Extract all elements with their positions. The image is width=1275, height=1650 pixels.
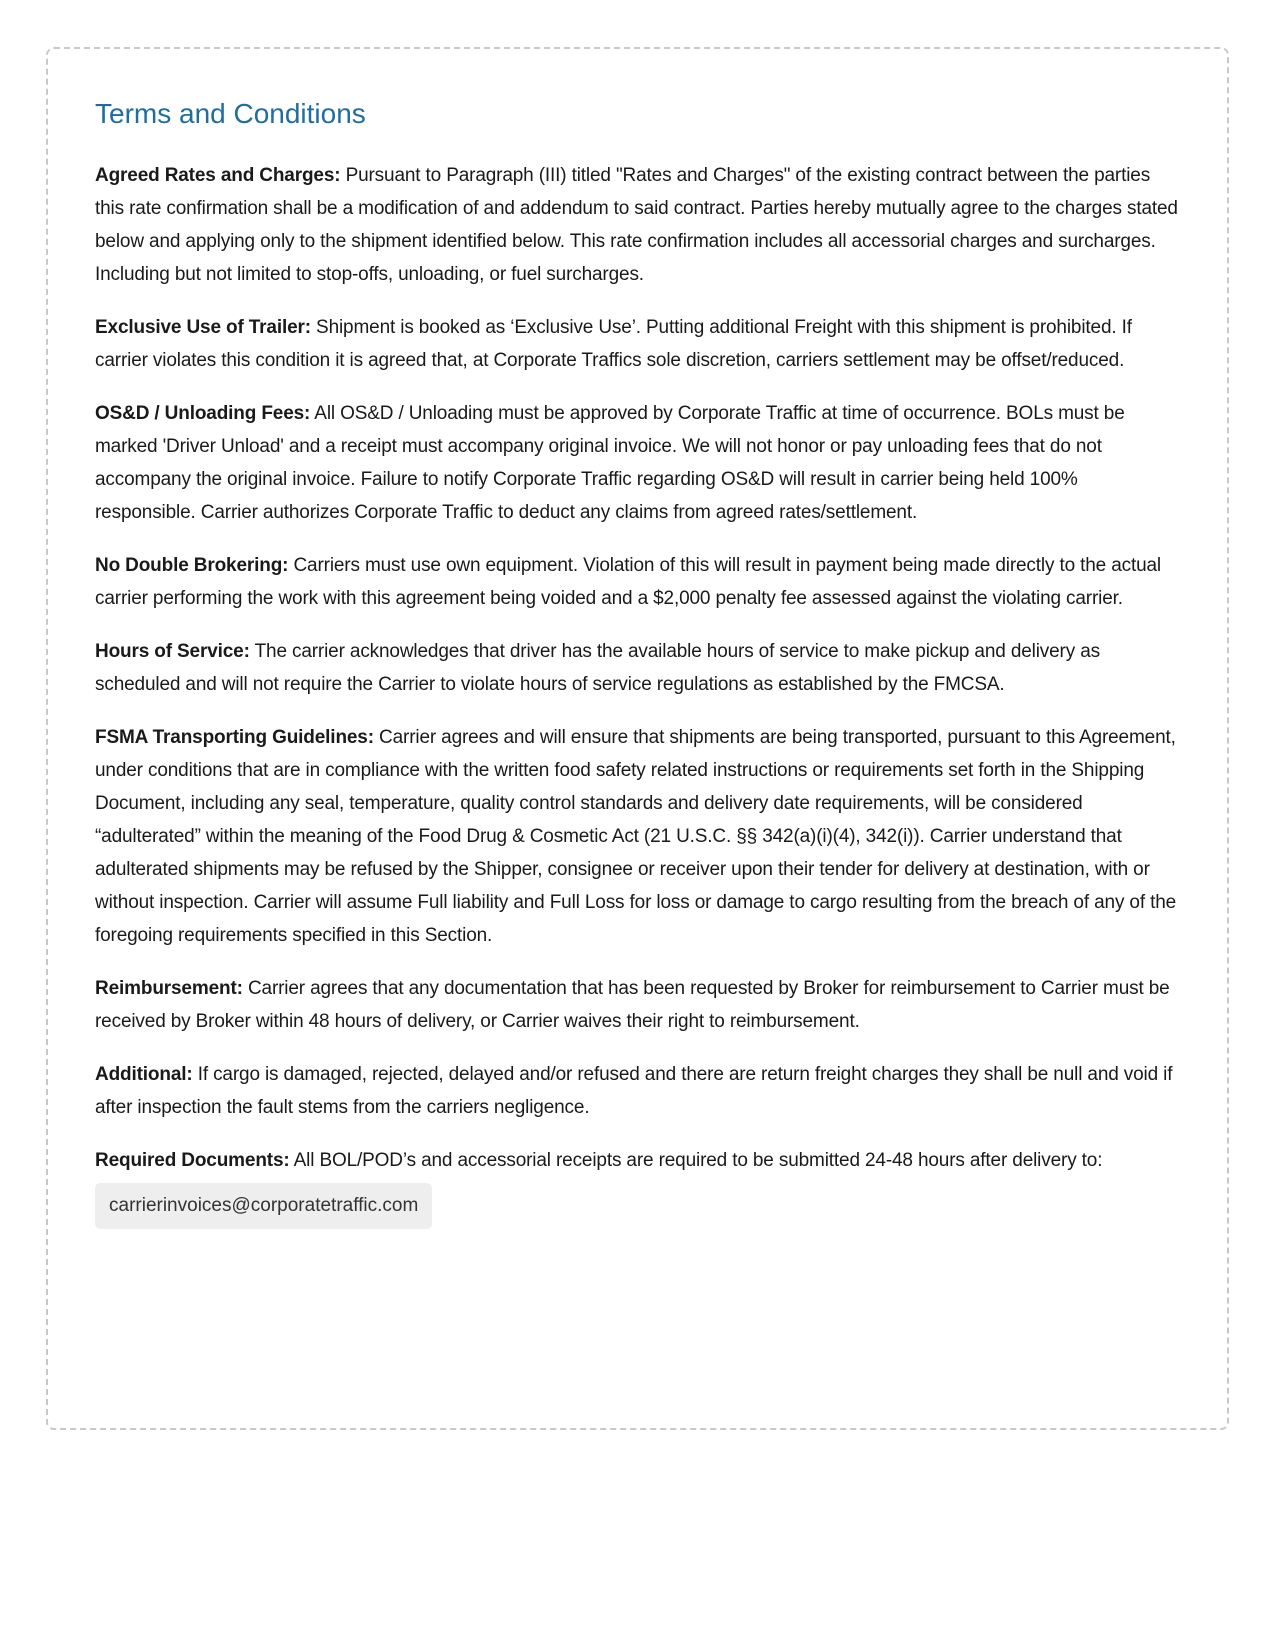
term-reimbursement bbox=[95, 972, 1179, 1038]
term-label: Additional: bbox=[95, 1064, 193, 1085]
term-exclusive-use bbox=[95, 311, 1179, 377]
term-additional bbox=[95, 1058, 1179, 1124]
term-label: FSMA Transporting Guidelines: bbox=[95, 727, 374, 748]
page-title: Terms and Conditions bbox=[95, 98, 366, 129]
term-label: Reimbursement: bbox=[95, 978, 243, 999]
term-text: Carriers must use own equipment. Violation of this will result in payment being made directly to the actual carrier performing the work with this agreement being voided and a $2,000 penalty fee assessed against the violating carrier. bbox=[95, 555, 1162, 609]
term-double-brokering bbox=[95, 549, 1179, 615]
term-label: Agreed Rates and Charges: bbox=[95, 165, 341, 186]
term-text: The carrier acknowledges that driver has the available hours of service to make pickup and delivery as scheduled and will not require the Carrier to violate hours of service regulations as established by the FMCSA. bbox=[95, 641, 1100, 695]
term-text: Carrier agrees that any documentation that has been requested by Broker for reimbursement to Carrier must be received by Broker within 48 hours of delivery, or Carrier waives their right to reimbursement. bbox=[95, 978, 1170, 1032]
term-agreed-rates bbox=[95, 159, 1179, 291]
term-label: Hours of Service: bbox=[95, 641, 250, 662]
term-label: No Double Brokering: bbox=[95, 555, 289, 576]
term-text: All BOL/POD’s and accessorial receipts are required to be submitted 24-48 hours after delivery to: bbox=[289, 1150, 1103, 1171]
term-text: Pursuant to Paragraph (III) titled "Rates and Charges" of the existing contract between the parties this rate confirmation shall be a modification of and addendum to said contract. Parties hereby mutually agree to the charges stated below and applying only to the shipment identified below. This rate confirmation includes all accessorial charges and surcharges. Including but not limited to stop-offs, unloading, or fuel surcharges. bbox=[95, 165, 1178, 285]
term-required-documents bbox=[95, 1144, 1179, 1177]
term-label: Required Documents: bbox=[95, 1150, 290, 1171]
term-text: If cargo is damaged, rejected, delayed and/or refused and there are return freight charges they shall be null and void if after inspection the fault stems from the carriers negligence. bbox=[95, 1064, 1173, 1118]
term-osd-unloading bbox=[95, 397, 1179, 529]
term-hours-of-service bbox=[95, 635, 1179, 701]
term-label: Exclusive Use of Trailer: bbox=[95, 317, 311, 338]
invoice-email-address[interactable]: carrierinvoices@corporatetraffic.com bbox=[95, 1183, 432, 1229]
term-label: OS&D / Unloading Fees: bbox=[95, 403, 311, 424]
term-text: Shipment is booked as ‘Exclusive Use’. Putting additional Freight with this shipment is prohibited. If carrier violates this condition it is agreed that, at Corporate Traffics sole discretion, carriers settlement may be offset/reduced. bbox=[95, 317, 1132, 371]
terms-and-conditions-panel bbox=[46, 47, 1229, 1430]
term-text: All OS&D / Unloading must be approved by Corporate Traffic at time of occurrence. BOLs must be marked 'Driver Unload' and a receipt must accompany original invoice. We will not honor or pay unloading fees that do not accompany the original invoice. Failure to notify Corporate Traffic regarding OS&D will result in carrier being held 100% responsible. Carrier authorizes Corporate Traffic to deduct any claims from agreed rates/settlement. bbox=[95, 403, 1125, 523]
term-fsma-guidelines bbox=[95, 721, 1179, 952]
term-text: Carrier agrees and will ensure that shipments are being transported, pursuant to this Agreement, under conditions that are in compliance with the written food safety related instructions or requirements set forth in the Shipping Document, including any seal, temperature, quality control standards and delivery date requirements, will be considered “adulterated” within the meaning of the Food Drug & Cosmetic Act (21 U.S.C. §§ 342(a)(i)(4), 342(i)). Carrier understand that adulterated shipments may be refused by the Shipper, consignee or receiver upon their tender for delivery at destination, with or without inspection. Carrier will assume Full liability and Full Loss for loss or damage to cargo resulting from the breach of any of the foregoing requirements specified in this Section. bbox=[95, 727, 1177, 946]
